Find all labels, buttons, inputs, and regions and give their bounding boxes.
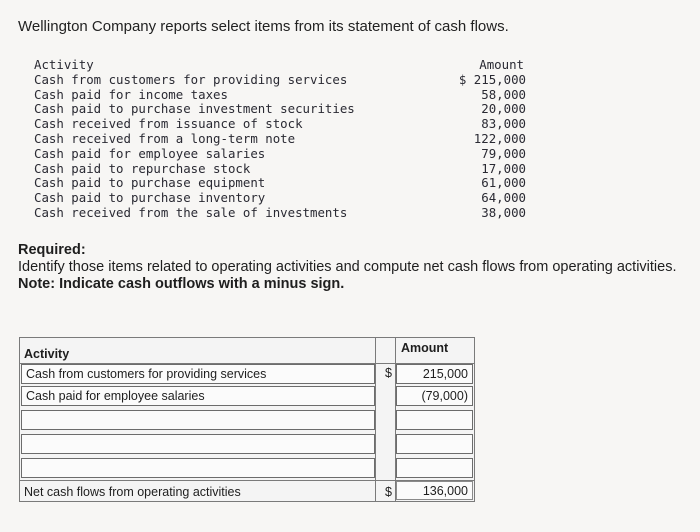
listing-row xyxy=(34,102,526,117)
column-divider xyxy=(375,337,376,502)
listing-header-activity: Activity xyxy=(34,57,94,72)
required-title: Required: xyxy=(18,242,86,258)
amount-input[interactable]: (79,000) xyxy=(396,386,473,406)
listing-row xyxy=(34,117,526,132)
currency-sign: $ xyxy=(385,366,392,380)
listing-activity: Cash from customers for providing services xyxy=(34,71,348,87)
worksheet-header-amount: Amount xyxy=(401,341,449,355)
listing-activity: Cash paid for income taxes xyxy=(34,86,228,102)
amount-input[interactable]: 215,000 xyxy=(396,364,473,384)
listing-activity: Cash paid for employee salaries xyxy=(34,145,266,161)
amount-input[interactable] xyxy=(396,410,473,430)
listing-row xyxy=(34,206,526,221)
listing-amount: 61,000 xyxy=(481,175,526,191)
listing-amount: $ 215,000 xyxy=(458,71,526,87)
listing-row xyxy=(34,162,526,177)
listing-activity: Cash received from a long-term note xyxy=(34,130,296,146)
total-label: Net cash flows from operating activities xyxy=(24,485,241,499)
operating-activities-worksheet xyxy=(19,337,475,502)
listing-amount: 38,000 xyxy=(481,204,526,220)
listing-header-row xyxy=(34,58,526,73)
cash-flow-items-listing xyxy=(34,58,526,221)
listing-row xyxy=(34,147,526,162)
listing-activity: Cash received from the sale of investments xyxy=(34,204,348,220)
listing-amount: 17,000 xyxy=(481,160,526,176)
total-currency-sign: $ xyxy=(385,485,392,499)
required-instructions xyxy=(18,242,688,293)
activity-input[interactable] xyxy=(21,410,375,430)
listing-amount: 122,000 xyxy=(473,130,526,146)
amount-input[interactable] xyxy=(396,458,473,478)
listing-activity: Cash paid to purchase equipment xyxy=(34,175,266,191)
listing-amount: 64,000 xyxy=(481,190,526,206)
activity-input[interactable] xyxy=(21,434,375,454)
required-note: Note: Indicate cash outflows with a minus sign. xyxy=(18,276,345,292)
listing-amount: 58,000 xyxy=(481,86,526,102)
listing-row xyxy=(34,132,526,147)
listing-header-amount: Amount xyxy=(479,57,524,72)
required-text: Identify those items related to operating activities and compute net cash flows from operating activities. xyxy=(18,259,677,275)
activity-input[interactable]: Cash from customers for providing services xyxy=(21,364,375,384)
worksheet-header-activity: Activity xyxy=(24,347,70,361)
listing-row xyxy=(34,73,526,88)
listing-amount: 83,000 xyxy=(481,116,526,132)
listing-activity: Cash received from issuance of stock xyxy=(34,116,303,132)
amount-input[interactable] xyxy=(396,434,473,454)
listing-row xyxy=(34,88,526,103)
listing-row xyxy=(34,176,526,191)
listing-activity: Cash paid to purchase inventory xyxy=(34,190,266,206)
listing-activity: Cash paid to purchase investment securities xyxy=(34,101,355,117)
net-cash-total[interactable]: 136,000 xyxy=(396,481,473,500)
problem-intro: Wellington Company reports select items from its statement of cash flows. xyxy=(18,18,509,35)
listing-row xyxy=(34,191,526,206)
listing-activity: Cash paid to repurchase stock xyxy=(34,160,251,176)
activity-input[interactable]: Cash paid for employee salaries xyxy=(21,386,375,406)
listing-amount: 20,000 xyxy=(481,101,526,117)
activity-input[interactable] xyxy=(21,458,375,478)
listing-amount: 79,000 xyxy=(481,145,526,161)
